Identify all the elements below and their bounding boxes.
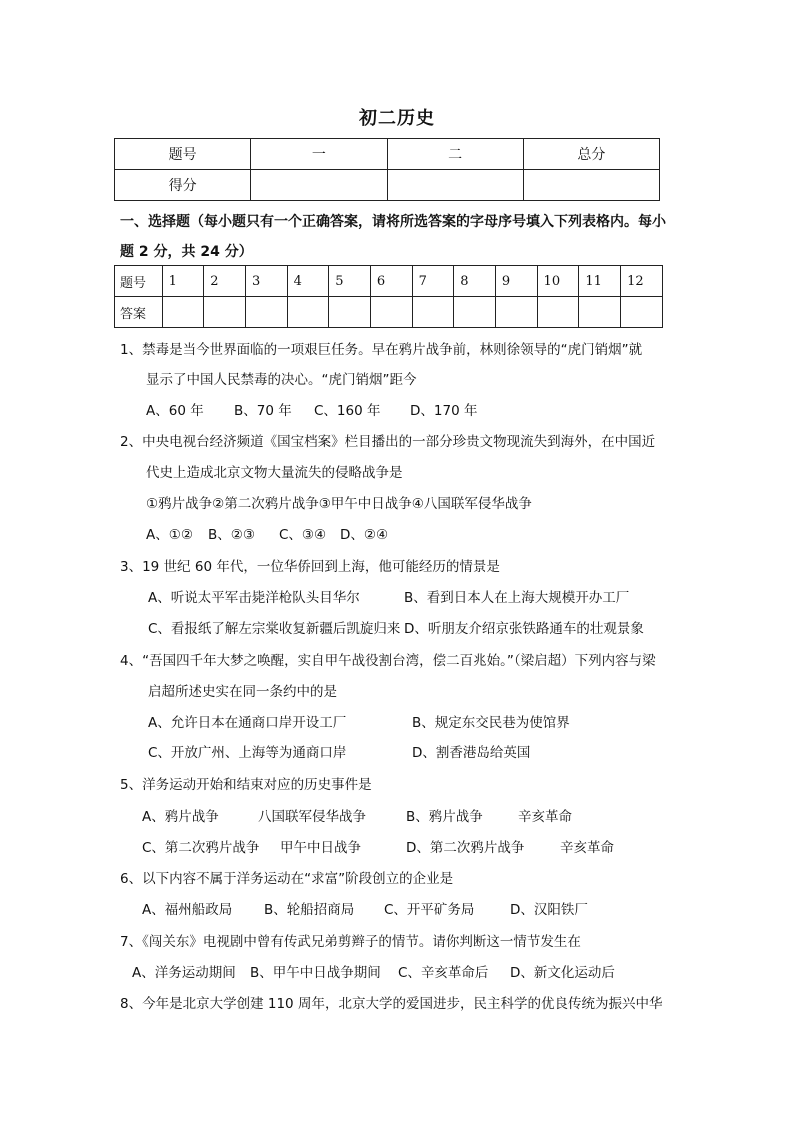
option-a: A、洋务运动期间: [132, 965, 236, 981]
option-a: A、听说太平军击毙洋枪队头目华尔: [148, 590, 360, 606]
option-a: A、允许日本在通商口岸开设工厂: [148, 715, 347, 731]
score-input-cell[interactable]: [523, 170, 659, 201]
page-title: 初二历史: [359, 108, 435, 129]
question-1-text: 1、禁毒是当今世界面临的一项艰巨任务。早在鸦片战争前，林则徐领导的“虎门销烟”就: [120, 342, 643, 358]
score-input-cell[interactable]: [387, 170, 523, 201]
option-b-end: 辛亥革命: [518, 809, 572, 825]
score-header-cell: 总分: [523, 139, 659, 170]
section-heading: 一、选择题（每小题只有一个正确答案，请将所选答案的字母序号填入下列表格内。每小: [120, 214, 666, 230]
score-header-cell: 一: [251, 139, 387, 170]
question-2-text: 2、中央电视台经济频道《国宝档案》栏目播出的一部分珍贵文物现流失到海外，在中国近: [120, 434, 656, 450]
option-c: C、开放广州、上海等为通商口岸: [148, 745, 347, 761]
answer-input-cell[interactable]: [204, 297, 246, 328]
score-input-cell[interactable]: [251, 170, 387, 201]
answer-input-cell[interactable]: [537, 297, 579, 328]
option-b: B、甲午中日战争期间: [250, 965, 381, 981]
score-table: [114, 138, 660, 201]
option-d-end: 辛亥革命: [560, 840, 614, 856]
answer-row-label: 答案: [115, 297, 163, 328]
option-d: D、第二次鸦片战争: [406, 840, 525, 856]
option-d: D、新文化运动后: [510, 965, 615, 981]
option-b: B、鸦片战争: [406, 809, 483, 825]
answer-input-cell[interactable]: [245, 297, 287, 328]
question-number-cell: 5: [329, 266, 371, 297]
option-b: B、看到日本人在上海大规模开办工厂: [404, 590, 630, 606]
option-c: C、开平矿务局: [384, 902, 475, 918]
question-number-cell: 3: [245, 266, 287, 297]
option-b: B、规定东交民巷为使馆界: [412, 715, 570, 731]
option-c: C、看报纸了解左宗棠收复新疆后凯旋归来: [148, 621, 401, 637]
table-row: [115, 170, 660, 201]
answer-input-cell[interactable]: [287, 297, 329, 328]
option-b: B、70 年: [234, 403, 292, 419]
option-d: D、②④: [340, 527, 389, 543]
question-number-cell: 4: [287, 266, 329, 297]
question-number-cell: 2: [204, 266, 246, 297]
question-6-text: 6、以下内容不属于洋务运动在“求富”阶段创立的企业是: [120, 871, 454, 887]
question-number-cell: 12: [621, 266, 663, 297]
question-number-cell: 10: [537, 266, 579, 297]
option-a: A、①②: [146, 527, 193, 543]
question-7-text: 7、《闯关东》电视剧中曾有传武兄弟剪辫子的情节。请你判断这一情节发生在: [120, 934, 581, 950]
option-c: C、160 年: [314, 403, 381, 419]
option-a: A、福州船政局: [142, 902, 233, 918]
answer-input-cell[interactable]: [412, 297, 454, 328]
answer-input-cell[interactable]: [329, 297, 371, 328]
table-row: [115, 139, 660, 170]
question-number-cell: 11: [579, 266, 621, 297]
question-number-cell: 6: [370, 266, 412, 297]
option-a: A、60 年: [146, 403, 204, 419]
score-header-cell: 二: [387, 139, 523, 170]
answer-table: [114, 265, 663, 328]
answer-input-cell[interactable]: [495, 297, 537, 328]
question-5-text: 5、洋务运动开始和结束对应的历史事件是: [120, 777, 372, 793]
answer-input-cell[interactable]: [454, 297, 496, 328]
table-row: [115, 297, 663, 328]
question-3-text: 3、19 世纪 60 年代，一位华侨回到上海，他可能经历的情景是: [120, 559, 500, 575]
question-8-text: 8、今年是北京大学创建 110 周年，北京大学的爱国进步，民主科学的优良传统为振兴中华: [120, 996, 663, 1012]
option-d: D、听朋友介绍京张铁路通车的壮观景象: [404, 621, 644, 637]
question-2-text-cont: 代史上造成北京文物大量流失的侵略战争是: [146, 465, 403, 481]
option-d: D、汉阳铁厂: [510, 902, 588, 918]
answer-input-cell[interactable]: [621, 297, 663, 328]
question-2-items: ①鸦片战争②第二次鸦片战争③甲午中日战争④八国联军侵华战争: [146, 496, 532, 512]
question-4-text-cont: 启超所述史实在同一条约中的是: [148, 684, 337, 700]
option-c: C、第二次鸦片战争: [142, 840, 260, 856]
score-row-label: 得分: [115, 170, 251, 201]
option-b: B、轮船招商局: [264, 902, 355, 918]
section-heading-cont: 题 2 分，共 24 分）: [120, 244, 253, 260]
table-row: [115, 266, 663, 297]
option-a-end: 八国联军侵华战争: [258, 809, 366, 825]
question-4-text: 4、“吾国四千年大梦之唤醒，实自甲午战役割台湾，偿二百兆始。”（梁启超）下列内容与梁: [120, 653, 656, 669]
answer-row-label: 题号: [115, 266, 163, 297]
option-d: D、170 年: [410, 403, 478, 419]
option-d: D、割香港岛给英国: [412, 745, 531, 761]
option-c-end: 甲午中日战争: [280, 840, 361, 856]
question-number-cell: 7: [412, 266, 454, 297]
score-header-cell: 题号: [115, 139, 251, 170]
question-number-cell: 1: [162, 266, 204, 297]
option-c: C、③④: [279, 527, 327, 543]
question-number-cell: 8: [454, 266, 496, 297]
question-number-cell: 9: [495, 266, 537, 297]
answer-input-cell[interactable]: [162, 297, 204, 328]
option-c: C、辛亥革命后: [398, 965, 489, 981]
option-a: A、鸦片战争: [142, 809, 219, 825]
answer-input-cell[interactable]: [370, 297, 412, 328]
question-1-text-cont: 显示了中国人民禁毒的决心。“虎门销烟”距今: [146, 372, 417, 388]
answer-input-cell[interactable]: [579, 297, 621, 328]
option-b: B、②③: [208, 527, 255, 543]
